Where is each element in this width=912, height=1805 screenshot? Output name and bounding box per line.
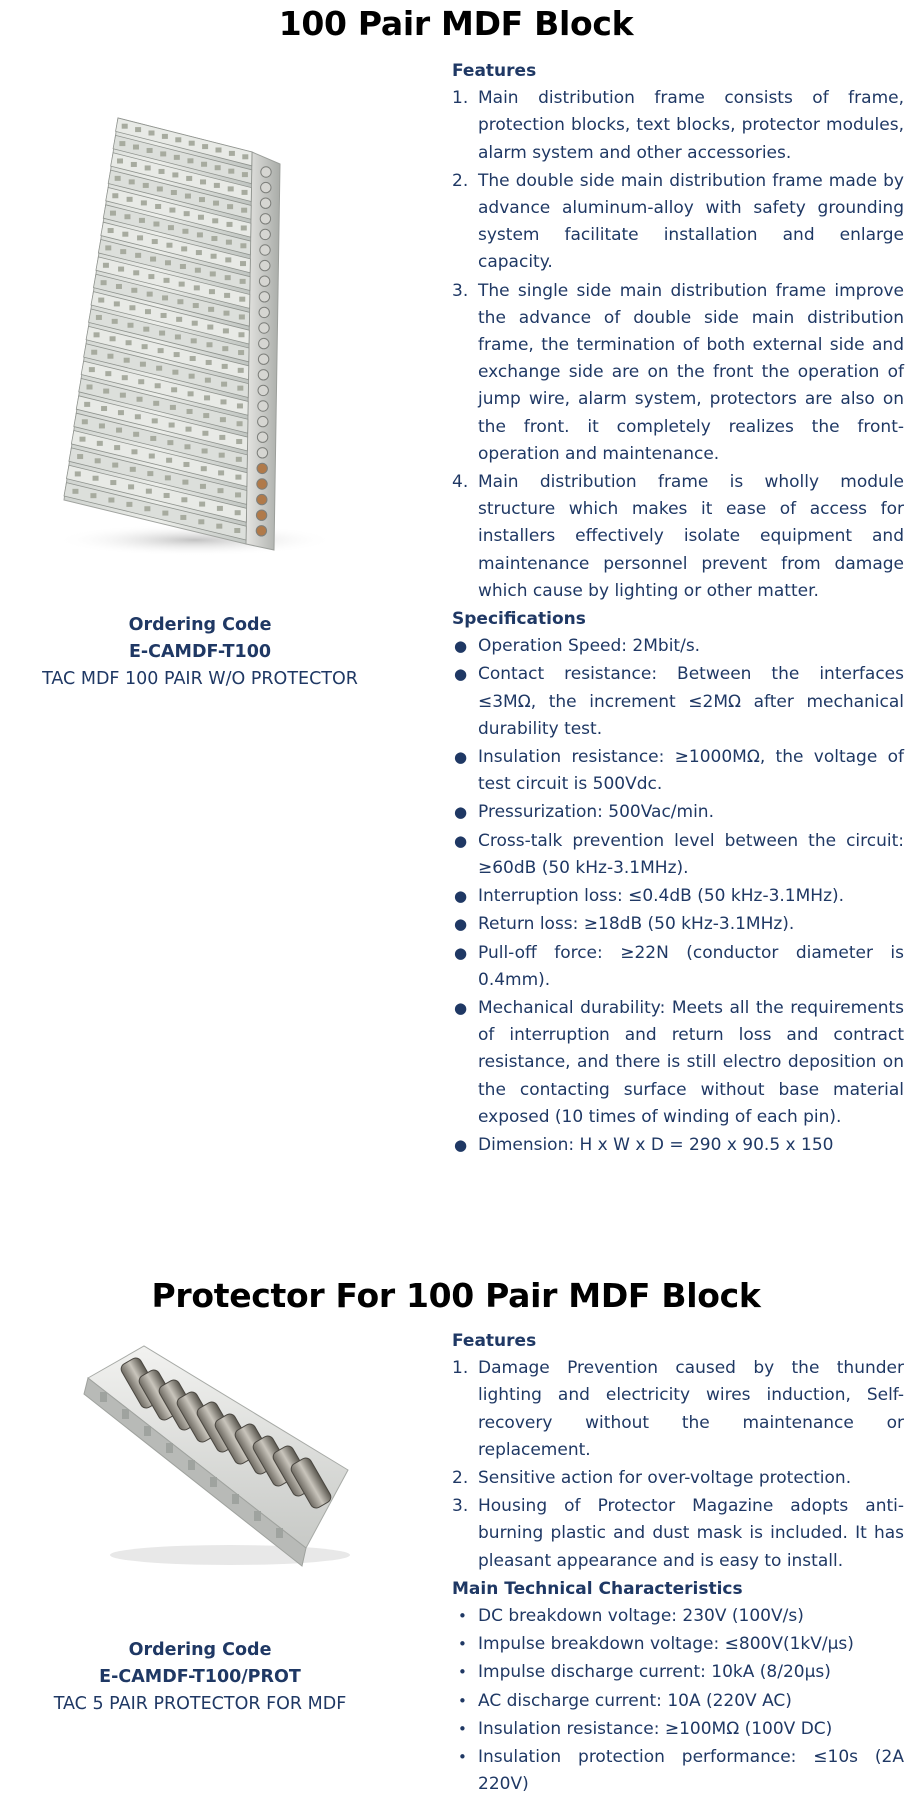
protector-photo — [80, 1330, 360, 1570]
ordering-info-protector — [30, 1637, 370, 1718]
list-item: 3. Housing of Protector Magazine adopts anti-burning plastic and dust mask is included. It has pleasant appearance and is easy to install. — [452, 1493, 904, 1575]
protector-details — [452, 1328, 904, 1799]
bullet-icon: • — [458, 1691, 467, 1710]
ordering-code-value: E-CAMDF-T100/PROT — [99, 1667, 301, 1687]
features-heading: Features — [452, 1331, 537, 1351]
list-item: ● Insulation resistance: ≥1000MΩ, the voltage of test circuit is 500Vdc. — [452, 744, 904, 798]
list-item: • DC breakdown voltage: 230V (100V/s) — [452, 1603, 904, 1630]
list-number: 2. — [452, 170, 469, 191]
list-item: ● Dimension: H x W x D = 290 x 90.5 x 150 — [452, 1132, 904, 1159]
list-number: 1. — [452, 88, 469, 109]
bullet-icon: ● — [454, 831, 468, 850]
list-item: 2. Sensitive action for over-voltage protection. — [452, 1465, 904, 1492]
bullet-icon: ● — [454, 915, 468, 934]
bullet-icon: • — [458, 1719, 467, 1738]
bullet-icon: ● — [454, 637, 468, 656]
page-title-protector: Protector For 100 Pair MDF Block — [151, 1276, 761, 1315]
technical-characteristics-list — [452, 1603, 904, 1798]
list-item: ● Return loss: ≥18dB (50 kHz-3.1MHz). — [452, 911, 904, 938]
list-item: ● Cross-talk prevention level between the circuit: ≥60dB (50 kHz-3.1MHz). — [452, 828, 904, 882]
ordering-code-label: Ordering Code — [128, 1640, 272, 1660]
list-item: • Insulation resistance: ≥100MΩ (100V DC) — [452, 1716, 904, 1743]
ordering-info-mdf — [30, 612, 370, 693]
ordering-description: TAC 5 PAIR PROTECTOR FOR MDF — [53, 1694, 347, 1714]
list-item: 4. Main distribution frame is wholly module structure which makes it ease of access for installers effectively isolate equipment and maintenance personnel prevent from damage which cause by lighting or other matter. — [452, 469, 904, 605]
list-number: 4. — [452, 472, 469, 493]
list-item: ● Pressurization: 500Vac/min. — [452, 799, 904, 826]
list-item: • Impulse breakdown voltage: ≤800V(1kV/µs) — [452, 1631, 904, 1658]
list-number: 2. — [452, 1468, 469, 1489]
mdf-block-photo — [40, 100, 340, 560]
list-item: • Insulation protection performance: ≤10s (2A 220V) — [452, 1744, 904, 1798]
list-item: • AC discharge current: 10A (220V AC) — [452, 1688, 904, 1715]
bullet-icon: ● — [454, 998, 468, 1017]
list-item: • Impulse discharge current: 10kA (8/20µs) — [452, 1659, 904, 1686]
ordering-code-label: Ordering Code — [128, 615, 272, 635]
ordering-description: TAC MDF 100 PAIR W/O PROTECTOR — [42, 669, 358, 689]
bullet-icon: ● — [454, 1135, 468, 1154]
specifications-heading: Specifications — [452, 609, 586, 630]
bullet-icon: • — [458, 1607, 467, 1626]
list-item: ● Interruption loss: ≤0.4dB (50 kHz-3.1MHz). — [452, 883, 904, 910]
technical-characteristics-heading: Main Technical Characteristics — [452, 1578, 743, 1599]
bullet-icon: ● — [454, 748, 468, 767]
list-item: 1. Main distribution frame consists of frame, protection blocks, text blocks, protector modules, alarm system and other accessories. — [452, 85, 904, 167]
list-item: ● Mechanical durability: Meets all the requirements of interruption and return loss and contract resistance, and there is still electro deposition on the contacting surface without base material exposed (10 times of winding of each pin). — [452, 995, 904, 1131]
list-item: 2. The double side main distribution frame made by advance aluminum-alloy with safety grounding system facilitate installation and enlarge capacity. — [452, 168, 904, 277]
list-item: ● Pull-off force: ≥22N (conductor diameter is 0.4mm). — [452, 940, 904, 994]
list-number: 1. — [452, 1358, 469, 1379]
bullet-icon: ● — [454, 887, 468, 906]
bullet-icon: ● — [454, 665, 468, 684]
ordering-code-value: E-CAMDF-T100 — [128, 642, 272, 662]
list-item: ● Contact resistance: Between the interfaces ≤3MΩ, the increment ≤2MΩ after mechanical durability test. — [452, 661, 904, 743]
specifications-list — [452, 633, 904, 1159]
bullet-icon: ● — [454, 803, 468, 822]
features-list — [452, 1355, 904, 1575]
features-heading: Features — [452, 61, 537, 81]
list-number: 3. — [452, 1496, 469, 1517]
features-list — [452, 85, 904, 605]
bullet-icon: ● — [454, 943, 468, 962]
bullet-icon: • — [458, 1748, 467, 1767]
bullet-icon: • — [458, 1663, 467, 1682]
list-item: 3. The single side main distribution frame improve the advance of double side main distribution frame, the termination of both external side and exchange side are on the front the operation of jump wire, alarm system, protectors are also on the front. it completely realizes the front-operation and maintenance. — [452, 278, 904, 468]
mdf-details — [452, 58, 904, 1160]
list-item: 1. Damage Prevention caused by the thunder lighting and electricity wires induction, Self-recovery without the maintenance or replacement. — [452, 1355, 904, 1464]
list-number: 3. — [452, 280, 469, 301]
bullet-icon: • — [458, 1635, 467, 1654]
page-title-mdf-block: 100 Pair MDF Block — [278, 4, 634, 43]
list-item: ● Operation Speed: 2Mbit/s. — [452, 633, 904, 660]
